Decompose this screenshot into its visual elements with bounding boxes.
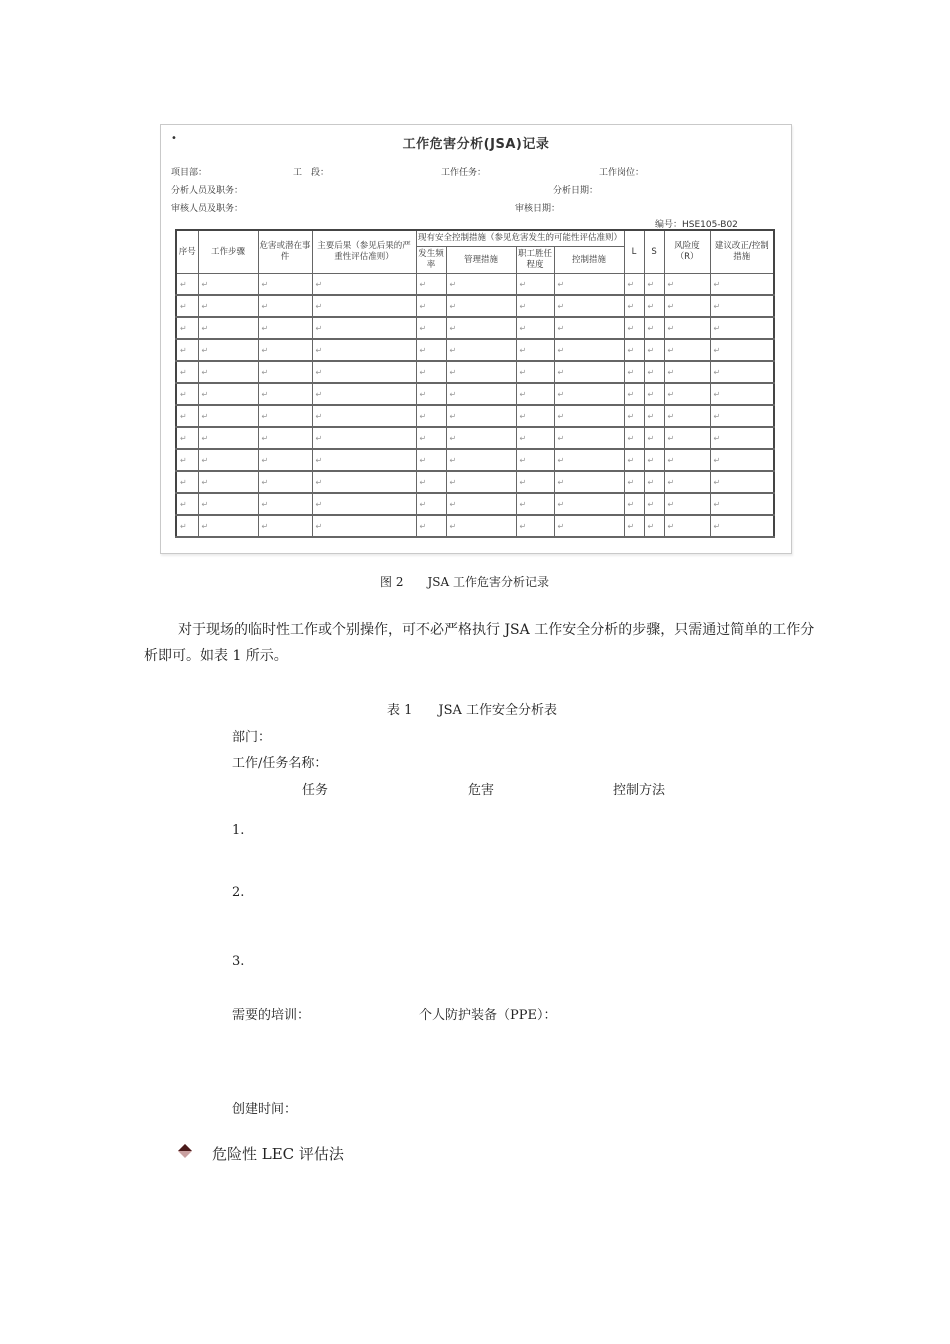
table-cell: ↵ xyxy=(446,274,516,296)
table-cell: ↵ xyxy=(624,339,644,361)
table-cell: ↵ xyxy=(624,515,644,537)
form-col-task: 任务 xyxy=(302,783,329,798)
table-cell: ↵ xyxy=(198,493,258,515)
table-cell: ↵ xyxy=(644,493,664,515)
meta-section: 工 段： xyxy=(293,168,330,178)
table-cell: ↵ xyxy=(624,449,644,471)
table-cell: ↵ xyxy=(710,274,774,296)
table-cell: ↵ xyxy=(176,295,198,317)
table-cell: ↵ xyxy=(664,383,710,405)
table-cell: ↵ xyxy=(258,295,312,317)
jsa-record-table xyxy=(175,229,775,538)
form-department: 部门： xyxy=(232,730,272,745)
table-cell: ↵ xyxy=(416,295,446,317)
form-col-hazard: 危害 xyxy=(468,783,495,798)
table-cell: ↵ xyxy=(258,274,312,296)
table-cell: ↵ xyxy=(554,361,624,383)
table-cell: ↵ xyxy=(644,295,664,317)
table-cell: ↵ xyxy=(312,515,416,537)
table-row xyxy=(176,274,774,296)
table-cell: ↵ xyxy=(176,449,198,471)
table-cell: ↵ xyxy=(446,339,516,361)
meta-task: 工作任务： xyxy=(441,168,487,178)
table-cell: ↵ xyxy=(312,471,416,493)
table-cell: ↵ xyxy=(198,449,258,471)
table-cell: ↵ xyxy=(258,493,312,515)
table-cell: ↵ xyxy=(446,471,516,493)
table-cell: ↵ xyxy=(554,317,624,339)
table-cell: ↵ xyxy=(624,405,644,427)
table-cell: ↵ xyxy=(516,295,554,317)
table-cell: ↵ xyxy=(710,361,774,383)
meta-reviewer: 审核人员及职务： xyxy=(171,204,244,214)
table-cell: ↵ xyxy=(664,274,710,296)
table-cell: ↵ xyxy=(258,471,312,493)
table-cell: ↵ xyxy=(554,295,624,317)
table-cell: ↵ xyxy=(446,493,516,515)
table-cell: ↵ xyxy=(664,339,710,361)
meta-review-date: 审核日期： xyxy=(515,204,561,214)
form-created: 创建时间： xyxy=(232,1102,298,1117)
table-cell: ↵ xyxy=(554,515,624,537)
table-cell: ↵ xyxy=(710,383,774,405)
table-cell: ↵ xyxy=(554,449,624,471)
figure-dot: • xyxy=(171,133,177,144)
table-cell: ↵ xyxy=(664,295,710,317)
table-cell: ↵ xyxy=(446,515,516,537)
table-row xyxy=(176,295,774,317)
table-cell: ↵ xyxy=(198,405,258,427)
table-cell: ↵ xyxy=(446,427,516,449)
table-cell: ↵ xyxy=(664,449,710,471)
form-training: 需要的培训： xyxy=(232,1008,311,1023)
table-cell: ↵ xyxy=(664,317,710,339)
table-cell: ↵ xyxy=(312,361,416,383)
table-cell: ↵ xyxy=(416,427,446,449)
table-cell: ↵ xyxy=(624,471,644,493)
table-row xyxy=(176,471,774,493)
table-cell: ↵ xyxy=(446,295,516,317)
table-cell: ↵ xyxy=(644,405,664,427)
header-hazard: 危害或潜在事件 xyxy=(258,230,312,274)
table-cell: ↵ xyxy=(554,405,624,427)
table-cell: ↵ xyxy=(258,383,312,405)
table-cell: ↵ xyxy=(644,317,664,339)
table-cell: ↵ xyxy=(416,274,446,296)
meta-post: 工作岗位： xyxy=(599,168,645,178)
table-caption: 表 1 JSA 工作安全分析表 xyxy=(387,703,558,718)
table-cell: ↵ xyxy=(416,493,446,515)
diamond-bullet-icon xyxy=(177,1143,193,1159)
table-cell: ↵ xyxy=(516,339,554,361)
table-cell: ↵ xyxy=(554,339,624,361)
table-cell: ↵ xyxy=(258,339,312,361)
header-existing-controls: 现有安全控制措施（参见危害发生的可能性评估准则） xyxy=(416,230,624,247)
table-cell: ↵ xyxy=(624,427,644,449)
table-cell: ↵ xyxy=(516,361,554,383)
table-cell: ↵ xyxy=(198,383,258,405)
table-cell: ↵ xyxy=(644,361,664,383)
table-row xyxy=(176,449,774,471)
header-consequence: 主要后果（参见后果的严重性评估准则） xyxy=(312,230,416,274)
table-cell: ↵ xyxy=(624,317,644,339)
table-cell: ↵ xyxy=(664,515,710,537)
table-cell: ↵ xyxy=(516,274,554,296)
table-cell: ↵ xyxy=(664,361,710,383)
meta-code: 编号：HSE105-B02 xyxy=(655,220,738,230)
table-cell: ↵ xyxy=(176,515,198,537)
table-cell: ↵ xyxy=(516,471,554,493)
table-cell: ↵ xyxy=(416,405,446,427)
header-l: L xyxy=(624,230,644,274)
table-cell: ↵ xyxy=(176,274,198,296)
paragraph-text: 对于现场的临时性工作或个别操作，可不必严格执行 JSA 工作安全分析的步骤，只需通过简单的工作分析即可。如表 1 所示。 xyxy=(144,622,815,664)
table-cell: ↵ xyxy=(710,317,774,339)
table-cell: ↵ xyxy=(198,339,258,361)
table-row xyxy=(176,317,774,339)
table-cell: ↵ xyxy=(516,405,554,427)
table-cell: ↵ xyxy=(554,427,624,449)
table-cell: ↵ xyxy=(664,427,710,449)
figure-caption: 图 2 JSA 工作危害分析记录 xyxy=(380,575,549,589)
table-row xyxy=(176,361,774,383)
table-cell: ↵ xyxy=(644,449,664,471)
table-cell: ↵ xyxy=(516,493,554,515)
header-risk: 风险度（R） xyxy=(664,230,710,274)
jsa-record-figure xyxy=(160,124,792,554)
table-cell: ↵ xyxy=(258,427,312,449)
table-cell: ↵ xyxy=(446,317,516,339)
table-cell: ↵ xyxy=(624,493,644,515)
table-cell: ↵ xyxy=(258,449,312,471)
table-cell: ↵ xyxy=(312,383,416,405)
body-paragraph xyxy=(144,617,816,669)
table-cell: ↵ xyxy=(198,427,258,449)
table-cell: ↵ xyxy=(516,317,554,339)
table-cell: ↵ xyxy=(554,383,624,405)
table-cell: ↵ xyxy=(644,274,664,296)
table-cell: ↵ xyxy=(312,339,416,361)
table-row xyxy=(176,427,774,449)
table-cell: ↵ xyxy=(710,471,774,493)
table-cell: ↵ xyxy=(516,515,554,537)
table-cell: ↵ xyxy=(416,471,446,493)
table-cell: ↵ xyxy=(416,449,446,471)
table-cell: ↵ xyxy=(198,274,258,296)
table-cell: ↵ xyxy=(710,515,774,537)
table-cell: ↵ xyxy=(516,427,554,449)
form-item-2: 2. xyxy=(232,885,245,900)
table-cell: ↵ xyxy=(312,493,416,515)
table-row xyxy=(176,493,774,515)
table-cell: ↵ xyxy=(446,383,516,405)
header-step: 工作步骤 xyxy=(198,230,258,274)
table-cell: ↵ xyxy=(198,515,258,537)
table-cell: ↵ xyxy=(198,361,258,383)
form-item-1: 1. xyxy=(232,823,245,838)
table-cell: ↵ xyxy=(176,405,198,427)
form-col-control: 控制方法 xyxy=(613,783,666,798)
table-cell: ↵ xyxy=(312,274,416,296)
header-mgmt: 管理措施 xyxy=(446,247,516,274)
table-cell: ↵ xyxy=(176,427,198,449)
table-cell: ↵ xyxy=(198,317,258,339)
table-cell: ↵ xyxy=(416,361,446,383)
header-seq: 序号 xyxy=(176,230,198,274)
table-cell: ↵ xyxy=(176,317,198,339)
table-cell: ↵ xyxy=(664,493,710,515)
table-cell: ↵ xyxy=(710,493,774,515)
table-cell: ↵ xyxy=(624,295,644,317)
form-task-name: 工作/任务名称： xyxy=(232,756,328,771)
table-cell: ↵ xyxy=(416,339,446,361)
meta-analysis-date: 分析日期： xyxy=(553,186,599,196)
table-cell: ↵ xyxy=(710,449,774,471)
table-cell: ↵ xyxy=(176,339,198,361)
table-cell: ↵ xyxy=(258,317,312,339)
table-cell: ↵ xyxy=(416,515,446,537)
table-cell: ↵ xyxy=(624,361,644,383)
table-cell: ↵ xyxy=(312,427,416,449)
table-cell: ↵ xyxy=(176,493,198,515)
table-cell: ↵ xyxy=(176,361,198,383)
table-cell: ↵ xyxy=(312,295,416,317)
table-cell: ↵ xyxy=(554,493,624,515)
table-cell: ↵ xyxy=(710,339,774,361)
table-cell: ↵ xyxy=(312,405,416,427)
table-cell: ↵ xyxy=(644,383,664,405)
table-cell: ↵ xyxy=(446,449,516,471)
table-cell: ↵ xyxy=(644,427,664,449)
table-cell: ↵ xyxy=(176,383,198,405)
meta-project: 项目部： xyxy=(171,168,208,178)
table-cell: ↵ xyxy=(554,274,624,296)
form-item-3: 3. xyxy=(232,954,245,969)
header-competence: 职工胜任程度 xyxy=(516,247,554,274)
jsa-record-body xyxy=(176,274,774,538)
table-cell: ↵ xyxy=(644,515,664,537)
table-cell: ↵ xyxy=(710,427,774,449)
table-cell: ↵ xyxy=(198,471,258,493)
table-row xyxy=(176,405,774,427)
header-freq: 发生频率 xyxy=(416,247,446,274)
table-cell: ↵ xyxy=(258,361,312,383)
table-cell: ↵ xyxy=(644,471,664,493)
table-cell: ↵ xyxy=(312,449,416,471)
table-cell: ↵ xyxy=(446,361,516,383)
section-heading: 危险性 LEC 评估法 xyxy=(212,1145,344,1163)
table-cell: ↵ xyxy=(198,295,258,317)
table-cell: ↵ xyxy=(554,471,624,493)
table-cell: ↵ xyxy=(624,383,644,405)
table-cell: ↵ xyxy=(258,515,312,537)
table-cell: ↵ xyxy=(176,471,198,493)
table-row xyxy=(176,383,774,405)
form-ppe: 个人防护装备（PPE）： xyxy=(419,1008,557,1023)
table-row xyxy=(176,339,774,361)
header-control: 控制措施 xyxy=(554,247,624,274)
figure-title: 工作危害分析(JSA)记录 xyxy=(402,137,550,152)
table-cell: ↵ xyxy=(664,405,710,427)
table-cell: ↵ xyxy=(644,339,664,361)
table-cell: ↵ xyxy=(710,295,774,317)
table-cell: ↵ xyxy=(710,405,774,427)
table-cell: ↵ xyxy=(446,405,516,427)
table-cell: ↵ xyxy=(516,449,554,471)
header-suggest: 建议改正/控制措施 xyxy=(710,230,774,274)
header-s: S xyxy=(644,230,664,274)
table-row xyxy=(176,515,774,537)
table-cell: ↵ xyxy=(416,317,446,339)
meta-analyst: 分析人员及职务： xyxy=(171,186,244,196)
table-cell: ↵ xyxy=(258,405,312,427)
table-cell: ↵ xyxy=(312,317,416,339)
table-cell: ↵ xyxy=(516,383,554,405)
table-cell: ↵ xyxy=(416,383,446,405)
table-cell: ↵ xyxy=(624,274,644,296)
table-cell: ↵ xyxy=(664,471,710,493)
